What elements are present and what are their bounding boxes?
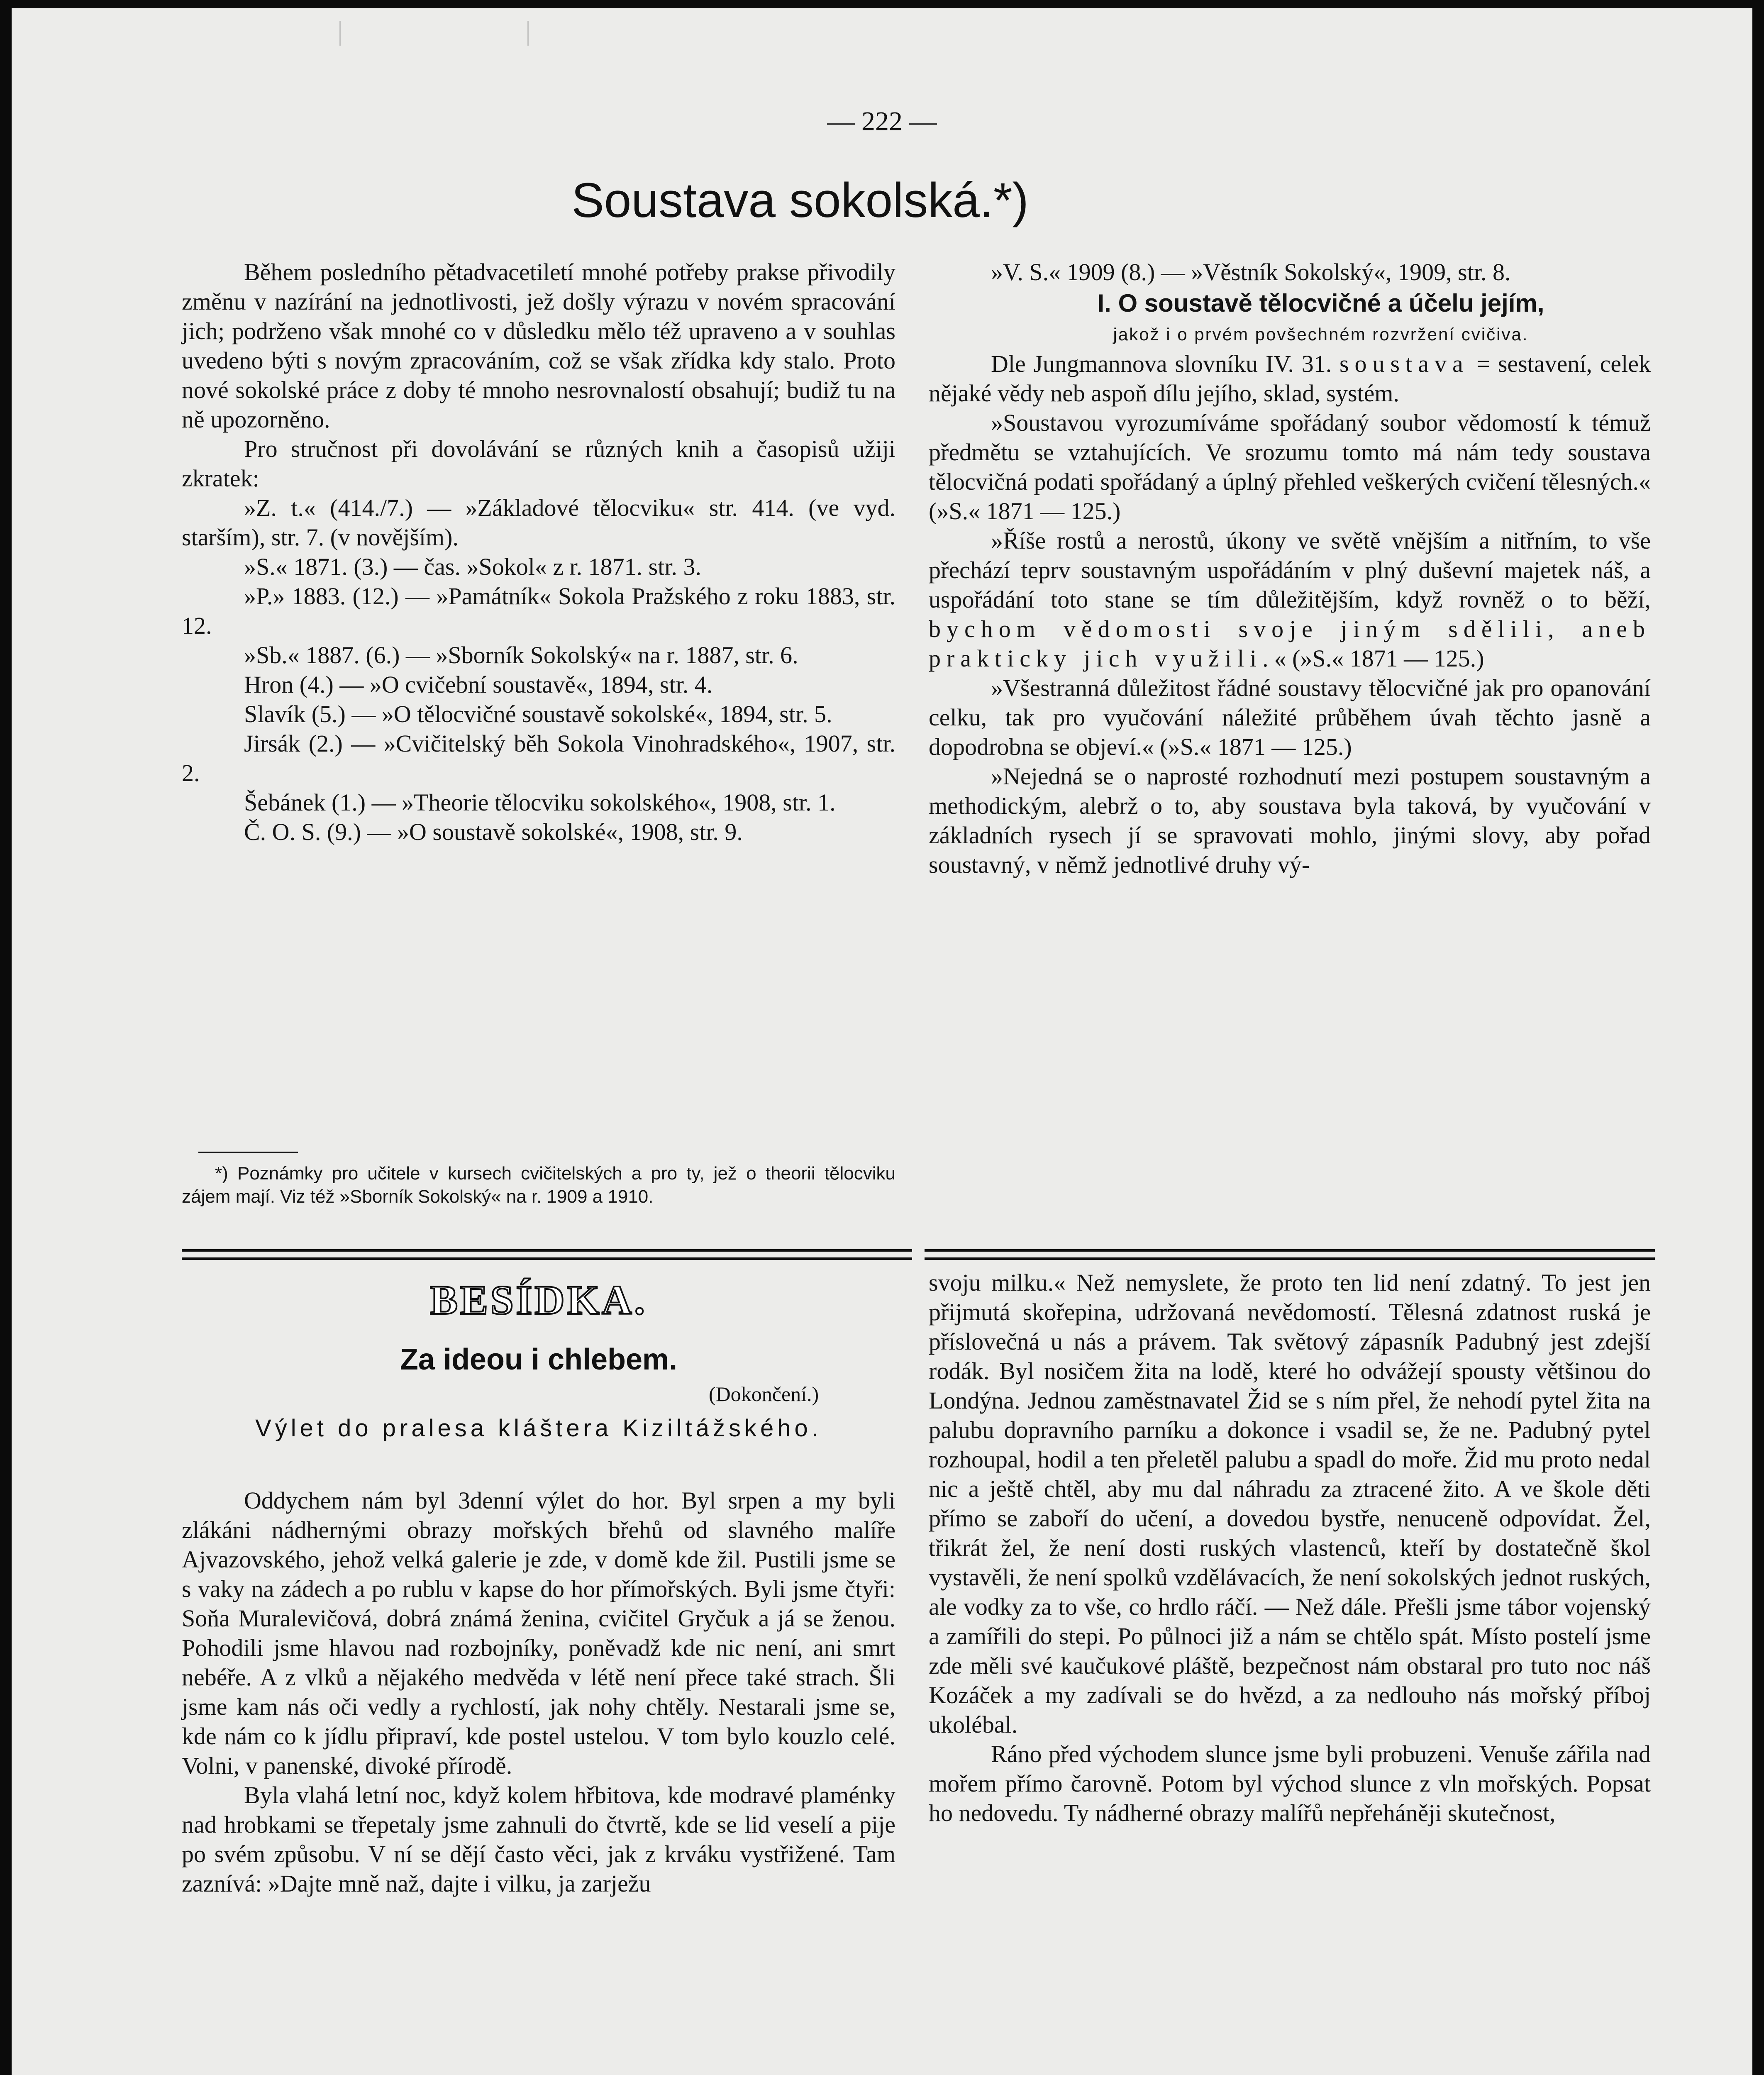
section-divider bbox=[182, 1249, 912, 1260]
footnote: *) Poznámky pro učitele v kursech cvičitelských a pro ty, jež o theorii tělocviku zájem mají. Viz též »Sborník Sokolský« na r. 1909 a 1910. bbox=[182, 1163, 895, 1207]
article-title: Soustava sokolská.*) bbox=[571, 173, 1029, 228]
paragraph bbox=[929, 349, 1651, 408]
text-run: »Říše rostů a nerostů, úkony ve světě vnějším a nitřním, to vše přechází teprv soustavným uspořádáním v plný duševní majetek náš, a uspořádání toto stane se tím důležitějším, když rovněž o to běží, bbox=[929, 527, 1651, 613]
paragraph: Oddychem nám byl 3denní výlet do hor. Byl srpen a my byli zlákáni nádhernými obrazy mořských břehů od slavného malíře Ajvazovského, jehož velká galerie je zde, v domě kde žil. Pustili jsme se s vaky na zádech a po rublu v kapse do hor přímořských. Byli jsme čtyři: Soňa Muralevičová, dobrá známá ženina, cvičitel Gryčuk a já se ženou. Pohodili jsme hlavou nad rozbojníky, poněvadž kde nic není, ani smrt nebéře. A z vlků a nějakého medvěda v létě není přece také strach. Šli jsme kam nás oči vedly a rychlostí, jak nohy chtěly. Nestarali jsme se, kde nám co k jídlu připraví, kde postel ustelou. V tom bylo kouzlo celé. Volni, v panenské, divoké přírodě. bbox=[182, 1487, 895, 1779]
reference-item: Slavík (5.) — »O tělocvičné soustavě sokolské«, 1894, str. 5. bbox=[244, 701, 832, 727]
emphasized-text: soustava bbox=[1339, 350, 1469, 377]
reference-item: »Sb.« 1887. (6.) — »Sborník Sokolský« na r. 1887, str. 6. bbox=[244, 642, 798, 669]
paragraph: »Všestranná důležitost řádné soustavy tělocvičné jak pro opanování celku, tak pro vyučování náležité průběhem úvah těchto jasně a dopodrobna se objeví.« (»S.« 1871 — 125.) bbox=[929, 674, 1651, 760]
scanned-page bbox=[12, 8, 1752, 2075]
section-subheading: jakož i o prvém povšechném rozvržení cvičiva. bbox=[1113, 325, 1529, 344]
left-column-article bbox=[182, 257, 895, 847]
paragraph bbox=[929, 526, 1651, 673]
paragraph: »Soustavou vyrozumíváme spořádaný soubor vědomostí k témuž předmětu se vztahujících. Ve srozumu tomto má nám tedy soustava tělocvičná podati spořádaný a úplný přehled veškerých cvičení tělesných.« (»S.« 1871 — 125.) bbox=[929, 409, 1651, 525]
paragraph: »Nejedná se o naprosté rozhodnutí mezi postupem soustavným a methodickým, alebrž o to, aby soustava byla taková, by vyučování v základních rysech jí se spravovati mohlo, jinými slovy, aby pořad soustavný, v němž jednotlivé druhy vý- bbox=[929, 763, 1651, 878]
paragraph: Během posledního pětadvacetiletí mnohé potřeby prakse přivodily změnu v nazírání na jednotlivosti, jež došly výrazu v novém spracování jich; podrženo však mnohé co v důsledku mělo též upraveno a v souhlas uvedeno býti s novým zpracováním, což se však zřídka kdy stalo. Proto nové sokolské práce z doby té mnoho nesrovnalostí obsahují; budiž tu na ně upozorněno. bbox=[182, 259, 895, 433]
besidka-left-column bbox=[182, 1486, 895, 1898]
continued-note: (Dokončení.) bbox=[709, 1382, 819, 1406]
text-run: Dle Jungmannova slovníku IV. 31. bbox=[991, 350, 1339, 377]
reference-item: Č. O. S. (9.) — »O soustavě sokolské«, 1908, str. 9. bbox=[244, 818, 743, 845]
story-title: Za ideou i chlebem. bbox=[400, 1343, 678, 1376]
besidka-right-column bbox=[929, 1268, 1651, 1828]
text-run: « (»S.« 1871 — 125.) bbox=[1274, 645, 1484, 672]
reference-item: Hron (4.) — »O cvičební soustavě«, 1894, str. 4. bbox=[244, 671, 713, 698]
reference-item: Jirsák (2.) — »Cvičitelský běh Sokola Vinohradského«, 1907, str. 2. bbox=[182, 730, 895, 786]
reference-item: »P.» 1883. (12.) — »Památník« Sokola Pražského z roku 1883, str. 12. bbox=[182, 583, 895, 639]
text-run: = sestavení, celek nějaké vědy neb aspoň dílu jejího, sklad, systém. bbox=[929, 350, 1651, 407]
footnote-rule bbox=[198, 1152, 298, 1153]
section-heading: I. O soustavě tělocvičné a účelu jejím, bbox=[1097, 289, 1544, 317]
paragraph: Byla vlahá letní noc, když kolem hřbitova, kde modravé plaménky nad hrobkami se třepetaly jsme zahnuli do čtvrtě, kde se lid veselí a pije po svém způsobu. V ní se dějí často věci, jak z krváku vystřižené. Tam zaznívá: »Dajte mně naž, dajte i vilku, ja zarježu bbox=[182, 1782, 895, 1897]
paragraph: »V. S.« 1909 (8.) — »Věstník Sokolský«, 1909, str. 8. bbox=[991, 259, 1511, 286]
paragraph: Ráno před východem slunce jsme byli probuzeni. Venuše zářila nad mořem přímo čarovně. Potom byl východ slunce z vln mořských. Popsat ho nedovedu. Ty nádherné obrazy malířů nepřeháněji skutečnost, bbox=[929, 1741, 1651, 1826]
reference-item: »Z. t.« (414./7.) — »Základové tělocviku« str. 414. (ve vyd. starším), str. 7. (v novějším). bbox=[182, 494, 895, 551]
paragraph: Pro stručnost při dovolávání se různých knih a časopisů užiji zkratek: bbox=[182, 435, 895, 492]
scan-artifact bbox=[339, 21, 529, 46]
section-divider bbox=[925, 1249, 1655, 1260]
reference-item: Šebánek (1.) — »Theorie tělocviku sokolského«, 1908, str. 1. bbox=[244, 789, 836, 816]
paragraph: svoju milku.« Než nemyslete, že proto ten lid není zdatný. To jest jen přijmutá skořepina, udržovaná nevědomostí. Tělesná zdatnost ruská je příslovečná u nás a právem. Tak světový zápasník Padubný jest zdejší rodák. Byl nosičem žita na lodě, které ho odvážejí spousty většinou do Londýna. Jednou zaměstnavatel Žid se s ním přel, že nehodí pytel žita na palubu dopravního parníku a dokonce i vsadil se, že ne. Padubný pytel rozhoupal, hodil a ten přeletěl palubu a spadl do moře. Žid mu proto nedal nic a ještě chtěl, aby mu dal náhradu za ztracené žito. A ve škole děti přímo se zaboří do učení, a dovedou bystře, nenuceně odpovídat. Žel, třikrát žel, že není dosti ruských vlastenců, kteří by dostatečně škol vystavěli, že není spolků vzdělávacích, že není sokolských jednot ruských, ale vodky za to vše, co hrdlo ráčí. — Než dále. Přešli jsme tábor vojenský a zamířili do stepi. Po půlnoci již a nám se chtělo spát. Místo postelí jsme zde měli své kaučukové pláště, bezpečnost nám obstaral pro tuto noc náš Kozáček a my zadívali se do hvězd, a za nedlouho nás mořský příboj ukolébal. bbox=[929, 1269, 1651, 1738]
reference-item: »S.« 1871. (3.) — čas. »Sokol« z r. 1871. str. 3. bbox=[244, 553, 701, 580]
page-number: — 222 — bbox=[827, 106, 937, 137]
besidka-heading: BESÍDKA. bbox=[430, 1277, 647, 1323]
trip-subtitle: Výlet do pralesa kláštera Kiziltážského. bbox=[255, 1415, 822, 1442]
right-column-article bbox=[929, 257, 1651, 879]
emphasized-text: bychom vědomosti svoje jiným sdělili, aneb prakticky jich využili. bbox=[929, 615, 1651, 672]
